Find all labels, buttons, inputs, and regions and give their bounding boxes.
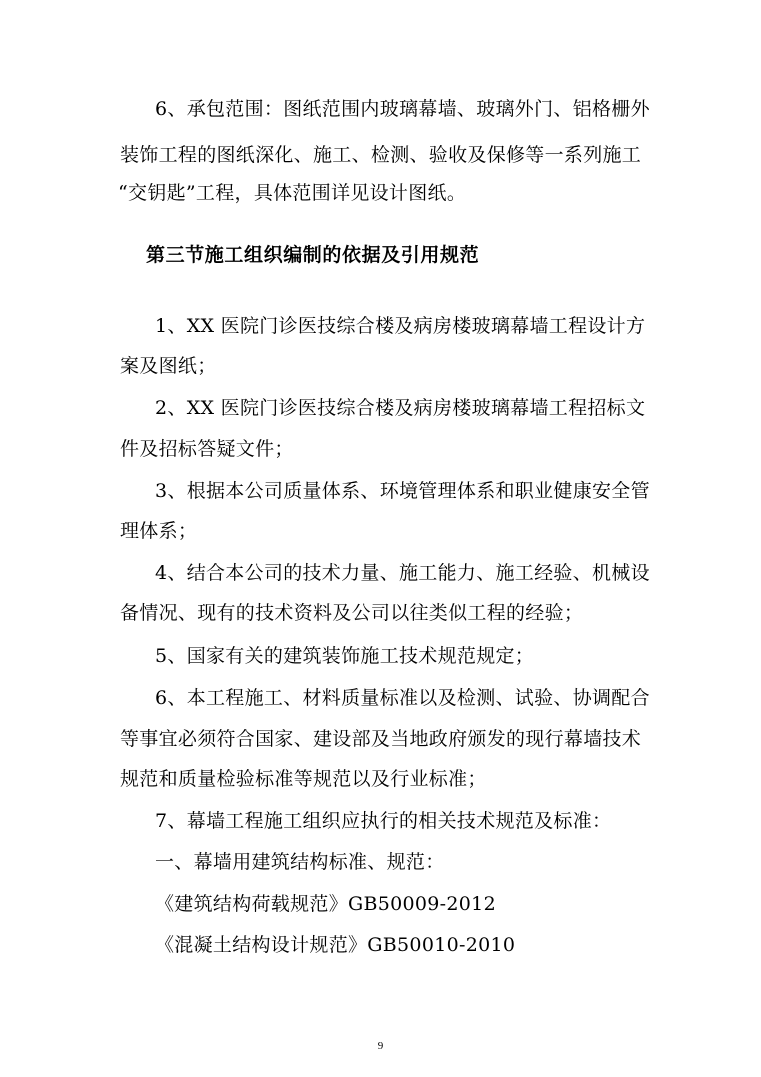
standard-item-1: 《建筑结构荷载规范》GB50009-2012 bbox=[155, 893, 496, 915]
basis-item-6-line-3: 规范和质量检验标准等规范以及行业标准； bbox=[120, 768, 487, 790]
basis-item-7: 7、幕墙工程施工组织应执行的相关技术规范及标准： bbox=[155, 810, 612, 832]
basis-item-2-line-2: 件及招标答疑文件； bbox=[120, 438, 294, 460]
basis-item-1-line-2: 案及图纸； bbox=[120, 355, 217, 377]
basis-item-3-line-2: 理体系； bbox=[120, 520, 198, 542]
scope-line-1: 6、承包范围：图纸范围内玻璃幕墙、玻璃外门、铝格栅外 bbox=[155, 98, 650, 120]
basis-item-6-line-2: 等事宜必须符合国家、建设部及当地政府颁发的现行幕墙技术 bbox=[120, 728, 642, 750]
basis-item-4-line-1: 4、结合本公司的技术力量、施工能力、施工经验、机械设 bbox=[155, 562, 650, 584]
basis-item-4-line-2: 备情况、现有的技术资料及公司以往类似工程的经验； bbox=[120, 602, 584, 624]
scope-line-3: “交钥匙”工程，具体范围详见设计图纸。 bbox=[118, 182, 467, 204]
page-number: 9 bbox=[377, 1040, 384, 1052]
basis-item-3-line-1: 3、根据本公司质量体系、环境管理体系和职业健康安全管 bbox=[155, 480, 650, 502]
basis-item-6-line-1: 6、本工程施工、材料质量标准以及检测、试验、协调配合 bbox=[155, 687, 650, 709]
basis-item-2-line-1: 2、XX 医院门诊医技综合楼及病房楼玻璃幕墙工程招标文 bbox=[155, 397, 646, 419]
scope-line-2: 装饰工程的图纸深化、施工、检测、验收及保修等一系列施工 bbox=[120, 144, 642, 166]
basis-item-5: 5、国家有关的建筑装饰施工技术规范规定； bbox=[155, 645, 535, 667]
standard-item-2: 《混凝土结构设计规范》GB50010-2010 bbox=[155, 934, 516, 956]
standards-subheading: 一、幕墙用建筑结构标准、规范： bbox=[155, 851, 445, 873]
section-heading: 第三节施工组织编制的依据及引用规范 bbox=[146, 244, 480, 266]
basis-item-1-line-1: 1、XX 医院门诊医技综合楼及病房楼玻璃幕墙工程设计方 bbox=[155, 315, 646, 337]
